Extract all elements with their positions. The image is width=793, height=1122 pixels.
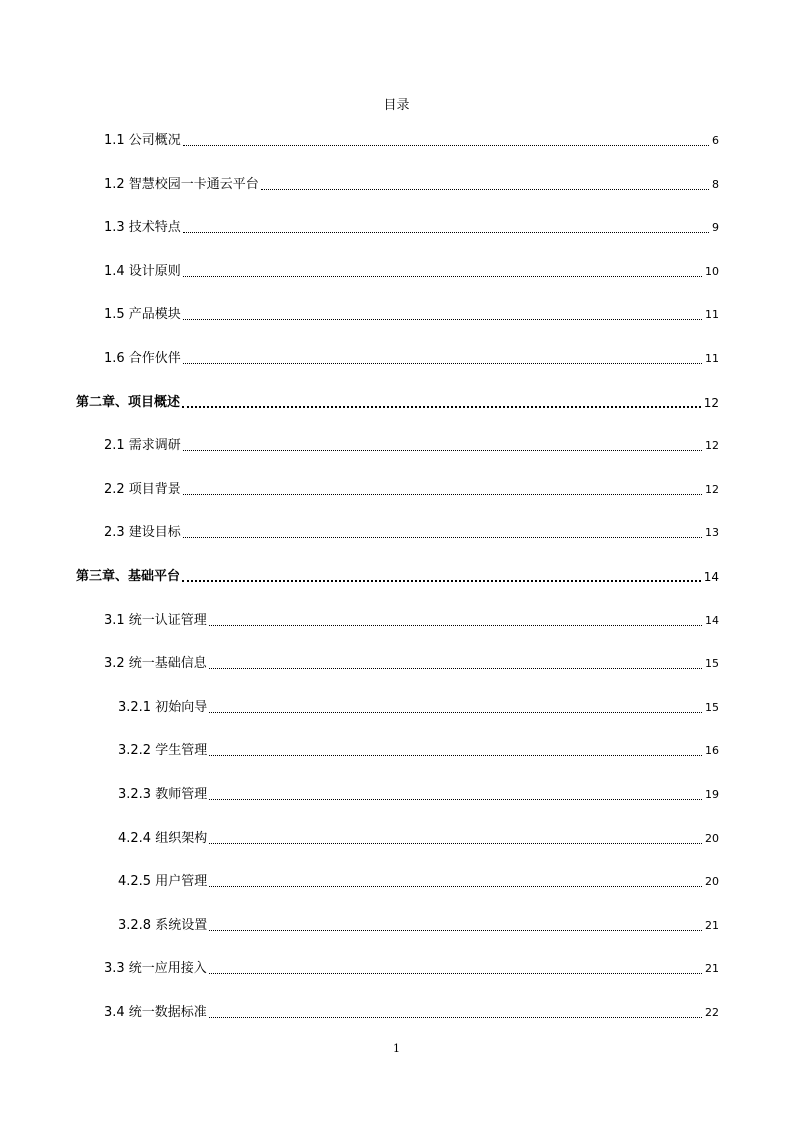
toc-entry-label: 1.3 技术特点: [104, 220, 181, 236]
toc-entry-label: 2.2 项目背景: [104, 481, 181, 497]
dot-leader: [209, 755, 702, 756]
toc-entry-label: 3.1 统一认证管理: [104, 612, 207, 628]
toc-entry-page-number: 11: [705, 352, 719, 365]
dot-leader: [183, 276, 702, 277]
toc-entry-page-number: 8: [712, 177, 719, 191]
dot-leader: [182, 406, 701, 408]
toc-entry[interactable]: [104, 522, 719, 542]
toc-entry-page-number: 13: [705, 526, 719, 540]
toc-entry[interactable]: [118, 871, 719, 891]
toc-entry-page-number: 14: [705, 613, 719, 627]
toc-entry[interactable]: [118, 697, 719, 717]
toc-entry[interactable]: [104, 479, 719, 499]
toc-entry[interactable]: [118, 784, 719, 804]
toc-entry-label: 1.1 公司概况: [104, 133, 181, 148]
dot-leader: [183, 450, 702, 451]
toc-entry-page-number: 15: [705, 700, 719, 714]
toc-entry-page-number: 21: [705, 962, 719, 976]
toc-entry[interactable]: [104, 435, 719, 455]
toc-title: 目录: [383, 98, 410, 113]
page-number: 1: [393, 1042, 400, 1055]
dot-leader: [209, 625, 702, 626]
toc-entry-page-number: 12: [705, 482, 719, 496]
toc-entry-page-number: 20: [705, 831, 719, 845]
toc-entry-label: 1.4 设计原则: [104, 263, 181, 279]
toc-entry[interactable]: [104, 261, 719, 281]
toc-chapter-entry[interactable]: [76, 392, 719, 412]
toc-entry-label: 3.4 统一数据标准: [104, 1005, 207, 1020]
dot-leader: [209, 712, 702, 713]
dot-leader: [209, 886, 702, 887]
toc-entry-page-number: 19: [705, 788, 719, 801]
dot-leader: [209, 843, 702, 844]
toc-entry-page-number: 11: [705, 308, 719, 322]
toc-entry-label: 3.2.2 学生管理: [118, 743, 208, 759]
toc-entry[interactable]: [104, 348, 719, 368]
toc-entry-page-number: 21: [705, 918, 719, 932]
toc-entry-label: 3.2.3 教师管理: [118, 787, 208, 802]
dot-leader: [209, 668, 702, 669]
toc-entry[interactable]: [104, 1002, 719, 1022]
toc-entry-page-number: 10: [705, 264, 719, 278]
toc-entry-page-number: 20: [705, 875, 719, 889]
toc-entry[interactable]: [104, 653, 719, 673]
dot-leader: [209, 930, 702, 931]
dot-leader: [209, 973, 702, 974]
toc-entry-label: 3.2.1 初始向导: [118, 699, 208, 715]
toc-entry[interactable]: [104, 304, 719, 324]
toc-entry-page-number: 12: [703, 395, 719, 410]
dot-leader: [182, 580, 701, 582]
dot-leader: [183, 494, 702, 495]
toc-entry-label: 3.3 统一应用接入: [104, 961, 207, 977]
toc-entry-page-number: 14: [703, 570, 719, 584]
dot-leader: [183, 232, 709, 233]
toc-entry-page-number: 16: [705, 744, 719, 758]
toc-entry-label: 1.5 产品模块: [104, 307, 181, 323]
toc-entry-label: 4.2.5 用户管理: [118, 874, 208, 890]
toc-entry[interactable]: [118, 740, 719, 760]
toc-entry-label: 3.2 统一基础信息: [104, 656, 207, 672]
toc-chapter-entry[interactable]: [76, 566, 719, 586]
toc-entry[interactable]: [104, 217, 719, 237]
dot-leader: [183, 319, 702, 320]
toc-entry-page-number: 15: [705, 657, 719, 671]
toc-entry[interactable]: [118, 828, 719, 848]
toc-entry[interactable]: [118, 915, 719, 935]
toc-entry-label: 3.2.8 系统设置: [118, 917, 208, 933]
dot-leader: [261, 189, 709, 190]
toc-entry-label: 4.2.4 组织架构: [118, 830, 208, 846]
toc-entry[interactable]: [104, 174, 719, 194]
toc-entry[interactable]: [104, 130, 719, 150]
toc-entry-page-number: 9: [712, 221, 719, 235]
dot-leader: [183, 363, 702, 364]
toc-entry-page-number: 22: [705, 1006, 719, 1019]
toc-entry[interactable]: [104, 958, 719, 978]
dot-leader: [183, 537, 702, 538]
dot-leader: [209, 1017, 702, 1018]
toc-entry-label: 2.3 建设目标: [104, 525, 181, 541]
toc-entry-label: 第三章、基础平台: [76, 569, 181, 584]
toc-entry-label: 1.6 合作伙伴: [104, 351, 181, 366]
dot-leader: [183, 145, 709, 146]
toc-entry-page-number: 12: [705, 439, 719, 453]
toc-entry-label: 第二章、项目概述: [76, 394, 181, 410]
toc-entry-label: 1.2 智慧校园一卡通云平台: [104, 176, 259, 192]
dot-leader: [209, 799, 702, 800]
toc-entry-page-number: 6: [712, 134, 719, 147]
toc-entry[interactable]: [104, 610, 719, 630]
toc-entry-label: 2.1 需求调研: [104, 438, 181, 454]
